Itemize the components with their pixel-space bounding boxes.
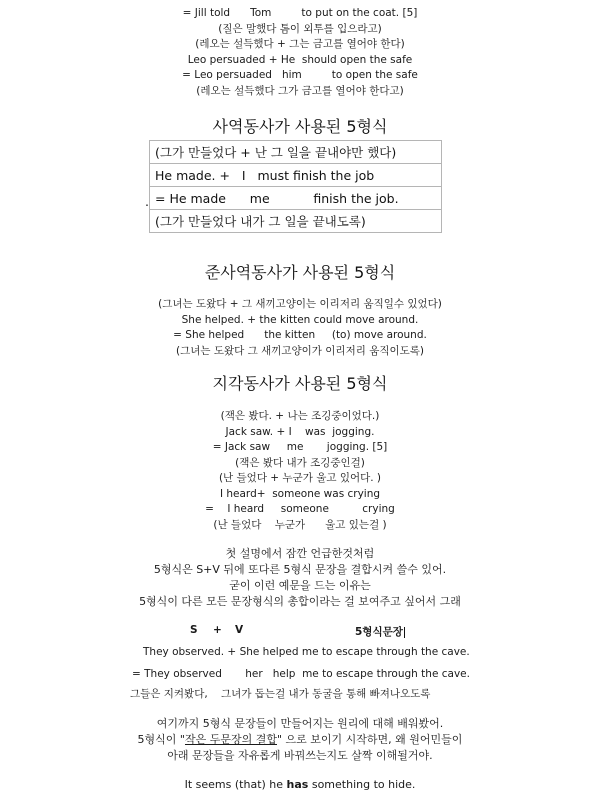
example-line: = Leo persuaded him to open the safe xyxy=(182,69,418,81)
example-line: (그녀는 도왔다 + 그 새끼고양이는 이리저리 움직일수 있었다) xyxy=(158,298,442,310)
closing-line: 아래 문장들을 자유롭게 바꿔쓰는지도 살짝 이해될거야. xyxy=(167,749,433,762)
underlined-phrase: 작은 두문장의 결합 xyxy=(184,733,277,746)
example-line: (그녀는 도왔다 그 새끼고양이가 이리저리 움직이도록) xyxy=(175,344,425,357)
example-line: = Jack saw me jogging. [5] xyxy=(212,441,388,453)
example-line: = Jill told Tom to put on the coat. [5] xyxy=(182,7,418,19)
table-cell: He made. + I must finish the job xyxy=(150,164,442,187)
table-cell: = He made me finish the job. xyxy=(150,187,442,210)
explanation-line: 첫 설명에서 잠깐 언급한것처럼 xyxy=(225,547,375,560)
final-text: It seems (that) he xyxy=(184,778,287,791)
example-line: (레오는 설득했다 + 그는 금고를 열어야 한다) xyxy=(195,38,405,50)
example-line: 그들은 지켜봤다, 그녀가 돕는걸 내가 동굴을 통해 빠져나오도록 xyxy=(130,688,431,700)
table-row xyxy=(150,141,442,164)
closing-line: 여기까지 5형식 문장들이 만들어지는 원리에 대해 배워봤어. xyxy=(156,717,444,730)
example-line: = I heard someone crying xyxy=(205,503,395,515)
example-line: (난 들었다 누군가 울고 있는걸 ) xyxy=(213,518,387,531)
example-line: = She helped the kitten (to) move around. xyxy=(173,329,427,341)
perception-examples xyxy=(0,409,600,533)
final-bold-word: has xyxy=(286,778,309,791)
example-line: (레오는 설득했다 그가 금고를 열어야 한다고) xyxy=(196,84,404,97)
sv-plus: + xyxy=(213,624,222,636)
final-sentence xyxy=(0,777,600,793)
closing-text: " 으로 보이기 시작하면, 왜 원어민들이 xyxy=(277,733,463,746)
explanation-line: 5형식이 다른 모든 문장형식의 총합이라는 걸 보여주고 싶어서 그래 xyxy=(139,595,461,608)
explanation-paragraph xyxy=(0,546,600,610)
closing-line xyxy=(0,732,600,748)
example-line: (질은 말했다 톰이 외투를 입으라고) xyxy=(218,22,382,35)
explanation-line: 굳이 이런 예문을 드는 이유는 xyxy=(229,579,371,592)
text-cursor xyxy=(404,627,405,638)
final-text: something to hide. xyxy=(308,778,416,791)
table-row xyxy=(150,187,442,210)
sv-verb: V xyxy=(235,624,244,636)
semi-causative-examples xyxy=(0,297,600,359)
example-line: (난 들었다 + 누군가 울고 있어다. ) xyxy=(218,472,382,484)
sv-subject: S xyxy=(190,624,198,636)
example-line: I heard+ someone was crying xyxy=(219,487,381,500)
row-prefix-mark: . xyxy=(145,194,149,209)
example-line: = They observed her help me to escape through the cave. xyxy=(132,668,470,680)
perception-heading: 지각동사가 사용된 5형식 xyxy=(212,374,388,393)
example-line: They observed. + She helped me to escape through the cave. xyxy=(143,646,470,658)
example-line: (잭은 봤다 내가 조깅중인걸) xyxy=(235,456,365,469)
table-cell: (그가 만들었다 내가 그 일을 끝내도록) xyxy=(150,210,442,233)
top-examples xyxy=(0,6,600,99)
example-line: (잭은 봤다. + 나는 조깅중이었다.) xyxy=(220,410,380,422)
closing-paragraph xyxy=(0,716,600,764)
closing-text: 5형식이 " xyxy=(137,733,185,746)
table-row xyxy=(150,164,442,187)
causative-table xyxy=(149,140,442,233)
table-cell: (그가 만들었다 + 난 그 일을 끝내야만 했다) xyxy=(150,141,442,164)
semi-causative-heading: 준사역동사가 사용된 5형식 xyxy=(204,263,396,282)
sv-form5-label-text: 5형식문장 xyxy=(355,626,403,638)
table-row xyxy=(150,210,442,233)
sv-form5-label xyxy=(355,624,405,639)
explanation-line: 5형식은 S+V 뒤에 또다른 5형식 문장을 결합시켜 쓸수 있어. xyxy=(153,563,447,576)
example-line: She helped. + the kitten could move around. xyxy=(181,313,419,326)
causative-heading: 사역동사가 사용된 5형식 xyxy=(212,117,388,136)
example-line: Jack saw. + I was jogging. xyxy=(225,425,375,438)
example-line: Leo persuaded + He should open the safe xyxy=(187,53,413,66)
